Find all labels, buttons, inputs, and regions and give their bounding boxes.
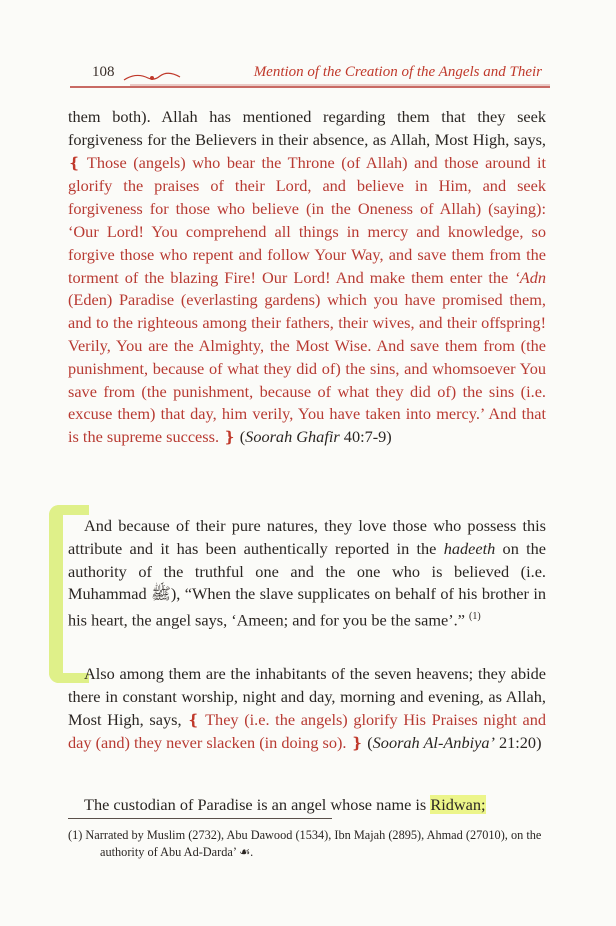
ref-soorah-name: Soorah Al-Anbiya’ (372, 733, 495, 753)
paragraph-3 (68, 663, 546, 756)
para2-hadeeth: hadeeth (443, 538, 496, 558)
quote-italic-adn: ‘Adn (514, 267, 546, 287)
footnote: (1) Narrated by Muslim (2732), Abu Dawood (1534), Ibn Majah (2895), Ahmad (27010), on the authority of Abu Ad-Darda’ ☙. (68, 828, 542, 859)
quran-quote-1: Those (angels) who bear the Throne (of Allah) and those around it glorify the praises of their Lord, and believe in Him, and seek forgiveness for those who believe (in the Oneness of Allah) (saying): ‘Our Lord! You comprehend all things in mercy and knowledge, so forgive those who repent and follow Your Way, and save them from the torment of the blazing Fire! Our Lord! And make them enter the (68, 152, 546, 287)
para3-intro: Also among them are the inhabitants of the seven heavens; they abide there in constant worship, night and day, morning and evening, as Allah, Most High, says, (68, 664, 546, 729)
ref-verse: 21:20) (498, 733, 542, 753)
open-bracket-icon: ❴ (187, 712, 200, 729)
page-header (70, 60, 550, 100)
running-title: Mention of the Creation of the Angels and Their (253, 64, 542, 80)
close-bracket-icon: ❵ (223, 430, 236, 447)
para2-text-a: And because of their pure natures, they love those who possess this attribute and it has been authentically reported in the (68, 516, 546, 558)
open-bracket-icon: ❴ (68, 155, 81, 172)
highlighted-word: Ridwan; (430, 795, 486, 814)
ref-soorah-name: Soorah Ghafir (245, 427, 340, 447)
footnote-marker[interactable]: (1) (469, 611, 481, 623)
quran-quote-2: They (i.e. the angels) glorify His Praises night and day (and) they never slacken (in doing so). (68, 709, 546, 753)
close-bracket-icon: ❵ (350, 736, 364, 753)
ref-verse: 40:7-9) (343, 427, 392, 447)
ref-prefix: ( (239, 427, 246, 447)
ornament-icon (122, 68, 182, 84)
para2-text-b: on the authority of the truthful one and the one who is believed (i.e. Muhammad ﷺ), “When the slave supplicates on behalf of his brother in his heart, the angel says, ‘Ameen; and for you be the same’.” (68, 538, 547, 630)
paragraph-2 (68, 515, 546, 632)
quran-quote-1-cont: (Eden) Paradise (everlasting gardens) which you have promised them, and to the righteous among their fathers, their wives, and their offspring! Verily, You are the Almighty, the Most Wise. And save them from (the punishment, because of what they did of) the sins, and whomsoever You save from (the punishment, because of what they did of) the sins (i.e. excuse them) that day, him verily, You have taken into mercy.’ And that is the supreme success. (68, 290, 546, 447)
paragraph-4 (68, 794, 546, 817)
paragraph-1 (68, 106, 546, 450)
header-rule (70, 84, 550, 90)
para4-text: The custodian of Paradise is an angel whose name is (84, 795, 427, 814)
ref-prefix: ( (367, 733, 373, 753)
page-number: 108 (92, 64, 115, 80)
footnote-divider (68, 818, 332, 819)
para1-intro: them both). Allah has mentioned regarding them that they seek forgiveness for the Believers in their absence, as Allah, Most High, says, (68, 107, 546, 149)
